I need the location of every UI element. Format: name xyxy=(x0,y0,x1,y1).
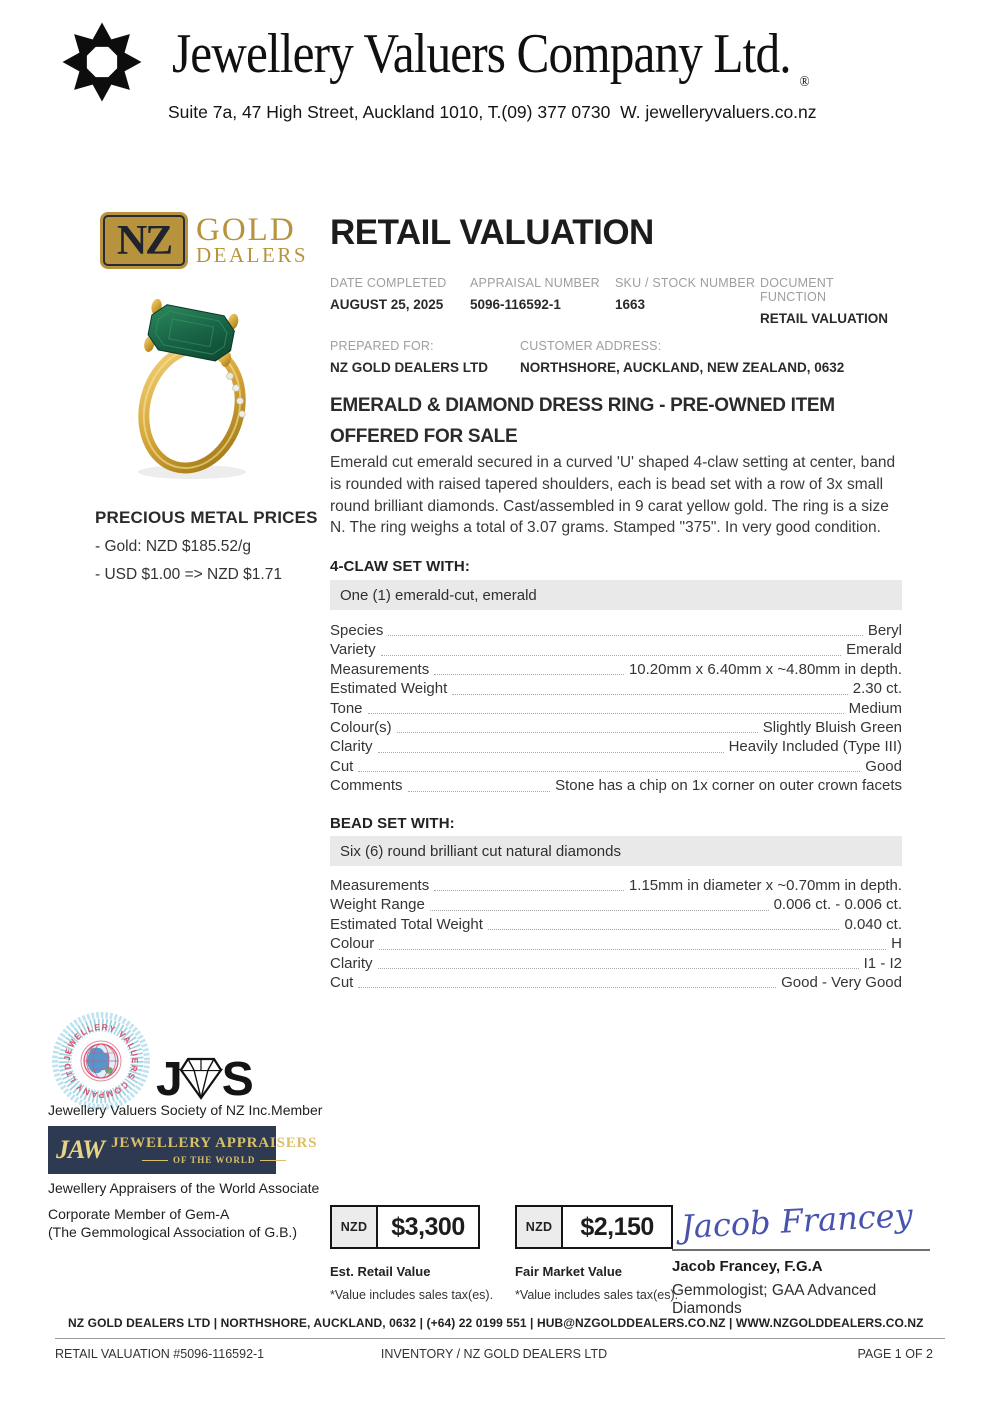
customer-address xyxy=(520,339,902,375)
section-banner-claw-set: One (1) emerald-cut, emerald xyxy=(330,580,902,610)
spec-value: 0.040 ct. xyxy=(844,915,902,933)
meta-date xyxy=(330,276,470,326)
retail-value-amount: $3,300 xyxy=(391,1212,465,1241)
usd-rate: - USD $1.00 => NZD $1.71 xyxy=(95,566,282,583)
dealers-word: DEALERS xyxy=(196,243,308,267)
jvc-globe-seal-icon xyxy=(50,1010,152,1112)
brilliant-diamond-icon xyxy=(175,1056,227,1100)
footer-contact-line: NZ GOLD DEALERS LTD | NORTHSHORE, AUCKLAND, 0632 | (+64) 22 0199 551 | HUB@NZGOLDDEALERS.CO.NZ | WWW.NZGOLDDEALERS.CO.NZ xyxy=(68,1316,924,1330)
gold-word: GOLD xyxy=(196,212,296,248)
dot-leader xyxy=(434,890,624,891)
jaw-dash xyxy=(142,1160,168,1161)
spec-value: Good xyxy=(865,757,902,775)
jvs-logo xyxy=(156,1053,251,1106)
dot-leader xyxy=(368,713,844,714)
jaw-abbr: JAW xyxy=(56,1135,105,1164)
company-address: Suite 7a, 47 High Street, Auckland 1010, T.(09) 377 0730 W. jewelleryvaluers.co.nz xyxy=(168,102,817,122)
spec-row xyxy=(330,973,902,992)
prepared-for-value: NZ GOLD DEALERS LTD xyxy=(330,360,488,375)
octagram-star-logo-icon xyxy=(60,20,144,104)
prepared-for-label: PREPARED FOR: xyxy=(330,339,434,353)
dot-leader xyxy=(378,752,724,753)
spec-row xyxy=(330,699,902,718)
spec-label: Variety xyxy=(330,641,376,659)
currency-cell: NZD xyxy=(332,1207,378,1247)
jaw-caption: Jewellery Appraisers of the World Associate xyxy=(48,1180,320,1196)
document-meta xyxy=(330,276,902,326)
retail-value-label: Est. Retail Value xyxy=(330,1264,431,1279)
meta-document-function xyxy=(760,276,902,326)
footer-center: INVENTORY / NZ GOLD DEALERS LTD xyxy=(380,1347,608,1361)
retail-value-block xyxy=(330,1205,493,1302)
spec-row xyxy=(330,915,902,934)
customer-address-value: NORTHSHORE, AUCKLAND, NEW ZEALAND, 0632 xyxy=(520,360,845,375)
prepared-customer-row xyxy=(330,339,902,375)
jaw-subtitle: OF THE WORLD xyxy=(173,1155,256,1165)
spec-label: Cut xyxy=(330,973,354,991)
dot-leader xyxy=(378,968,859,969)
footer-row xyxy=(55,1347,933,1361)
meta-value: 1663 xyxy=(615,297,646,312)
dot-leader xyxy=(388,635,862,636)
spec-label: Estimated Total Weight xyxy=(330,915,483,933)
meta-value: 5096-116592-1 xyxy=(470,297,561,312)
spec-row xyxy=(330,621,902,640)
meta-value: RETAIL VALUATION xyxy=(760,311,888,326)
spec-value: 2.30 ct. xyxy=(852,680,902,698)
prepared-for xyxy=(330,339,520,375)
spec-value: Medium xyxy=(848,699,902,717)
gem-a-line1: Corporate Member of Gem-A xyxy=(48,1206,230,1222)
spec-value: 0.006 ct. - 0.006 ct. xyxy=(773,896,902,914)
meta-label: APPRAISAL NUMBER xyxy=(470,276,600,290)
jaw-dash xyxy=(260,1160,286,1161)
dot-leader xyxy=(397,732,758,733)
dot-leader xyxy=(358,771,860,772)
nz-gold-dealers-logo xyxy=(100,212,308,269)
spec-row xyxy=(330,737,902,756)
footer-left: RETAIL VALUATION #5096-116592-1 xyxy=(55,1347,265,1361)
signatory-name: Jacob Francey, F.G.A xyxy=(672,1258,823,1275)
spec-row xyxy=(330,776,902,795)
footer-divider xyxy=(55,1338,945,1339)
spec-row xyxy=(330,876,902,895)
seal-text: JEWELLERY VALUERS COMPANY LTD xyxy=(61,1021,141,1101)
fair-market-value-note: *Value includes sales tax(es). xyxy=(515,1288,679,1302)
jvs-caption: Jewellery Valuers Society of NZ Inc.Member xyxy=(48,1102,323,1118)
jvs-letter-s: S xyxy=(221,1053,251,1106)
spec-label: Measurements xyxy=(330,660,430,678)
spec-row xyxy=(330,895,902,914)
document-title: RETAIL VALUATION xyxy=(330,213,654,252)
section-heading-claw-set: 4-CLAW SET WITH: xyxy=(330,558,470,575)
gem-a-membership xyxy=(48,1206,297,1241)
spec-value: Slightly Bluish Green xyxy=(762,718,902,736)
spec-value: Good - Very Good xyxy=(781,973,902,991)
fair-market-value-block xyxy=(515,1205,678,1302)
fair-market-value-box xyxy=(515,1205,673,1249)
spec-label: Colour xyxy=(330,935,375,953)
spec-row xyxy=(330,640,902,659)
spec-row xyxy=(330,934,902,953)
retail-value-box xyxy=(330,1205,480,1249)
footer-right: PAGE 1 OF 2 xyxy=(857,1347,934,1361)
spec-value: I1 - I2 xyxy=(863,954,902,972)
precious-metal-prices-title: PRECIOUS METAL PRICES xyxy=(95,508,318,527)
spec-value: Heavily Included (Type III) xyxy=(728,738,902,756)
nz-badge xyxy=(100,212,188,269)
spec-value: Beryl xyxy=(867,621,902,639)
company-name: Jewellery Valuers Company Ltd. ® xyxy=(172,23,810,90)
spec-row xyxy=(330,954,902,973)
spec-label: Colour(s) xyxy=(330,718,392,736)
ring-photo xyxy=(106,280,278,486)
claw-set-spec-table xyxy=(330,621,902,796)
dot-leader xyxy=(434,674,624,675)
meta-label: SKU / STOCK NUMBER xyxy=(615,276,756,290)
gold-price: - Gold: NZD $185.52/g xyxy=(95,538,251,555)
spec-label: Tone xyxy=(330,699,363,717)
meta-sku xyxy=(615,276,760,326)
precious-metal-prices xyxy=(95,508,325,584)
dot-leader xyxy=(379,949,886,950)
spec-label: Species xyxy=(330,621,384,639)
section-banner-bead-set: Six (6) round brilliant cut natural diamonds xyxy=(330,836,902,866)
nz-badge-text: NZ xyxy=(116,217,172,264)
spec-row xyxy=(330,660,902,679)
dot-leader xyxy=(358,987,776,988)
spec-row xyxy=(330,679,902,698)
spec-label: Comments xyxy=(330,777,403,795)
item-description: Emerald cut emerald secured in a curved 'U' shaped 4-claw setting at center, band is rounded with raised tapered shoulders, each is bead set with a row of 3x small round brilliant diamonds. Cast/assembled in 9 carat yellow gold. The ring is a size N. The ring weighs a total of 3.07 grams. Stamped "375". In very good condition. xyxy=(330,454,896,537)
section-heading-bead-set: BEAD SET WITH: xyxy=(330,815,455,832)
dot-leader xyxy=(430,910,769,911)
fair-market-value-label: Fair Market Value xyxy=(515,1264,622,1279)
item-title: EMERALD & DIAMOND DRESS RING - PRE-OWNED ITEM OFFERED FOR SALE xyxy=(330,395,835,447)
meta-value: AUGUST 25, 2025 xyxy=(330,297,444,312)
spec-value: 1.15mm in diameter x ~0.70mm in depth. xyxy=(628,876,902,894)
gem-a-line2: (The Gemmological Association of G.B.) xyxy=(48,1223,297,1240)
jaw-title: JEWELLERY APPRAISERS xyxy=(111,1135,318,1151)
spec-label: Weight Range xyxy=(330,896,425,914)
spec-label: Cut xyxy=(330,757,354,775)
bead-set-spec-table xyxy=(330,876,902,992)
signature-block xyxy=(672,1194,930,1318)
spec-row xyxy=(330,718,902,737)
fair-market-value-amount: $2,150 xyxy=(580,1212,654,1241)
currency-cell: NZD xyxy=(517,1207,563,1247)
signatory-title: Gemmologist; GAA Advanced Diamonds xyxy=(672,1282,877,1317)
spec-label: Measurements xyxy=(330,876,430,894)
dot-leader xyxy=(488,929,840,930)
spec-value: H xyxy=(891,935,902,953)
signature-script: Jacob Francey xyxy=(680,1195,914,1246)
jvs-letter-j: J xyxy=(156,1053,180,1106)
spec-value: 10.20mm x 6.40mm x ~4.80mm in depth. xyxy=(628,660,902,678)
valuation-boxes xyxy=(330,1205,678,1302)
spec-row xyxy=(330,757,902,776)
spec-label: Clarity xyxy=(330,738,373,756)
signature-line xyxy=(672,1249,930,1251)
spec-label: Clarity xyxy=(330,954,373,972)
jaw-logo xyxy=(48,1126,318,1174)
customer-address-label: CUSTOMER ADDRESS: xyxy=(520,339,662,353)
meta-label: DATE COMPLETED xyxy=(330,276,447,290)
spec-value: Emerald xyxy=(846,641,902,659)
spec-value: Stone has a chip on 1x corner on outer crown facets xyxy=(555,777,902,795)
spec-label: Estimated Weight xyxy=(330,680,448,698)
retail-value-note: *Value includes sales tax(es). xyxy=(330,1288,494,1302)
dot-leader xyxy=(381,655,842,656)
dot-leader xyxy=(408,791,551,792)
registered-trademark: ® xyxy=(799,74,810,90)
meta-appraisal-number xyxy=(470,276,615,326)
meta-label: DOCUMENT FUNCTION xyxy=(760,276,834,304)
dot-leader xyxy=(452,694,848,695)
